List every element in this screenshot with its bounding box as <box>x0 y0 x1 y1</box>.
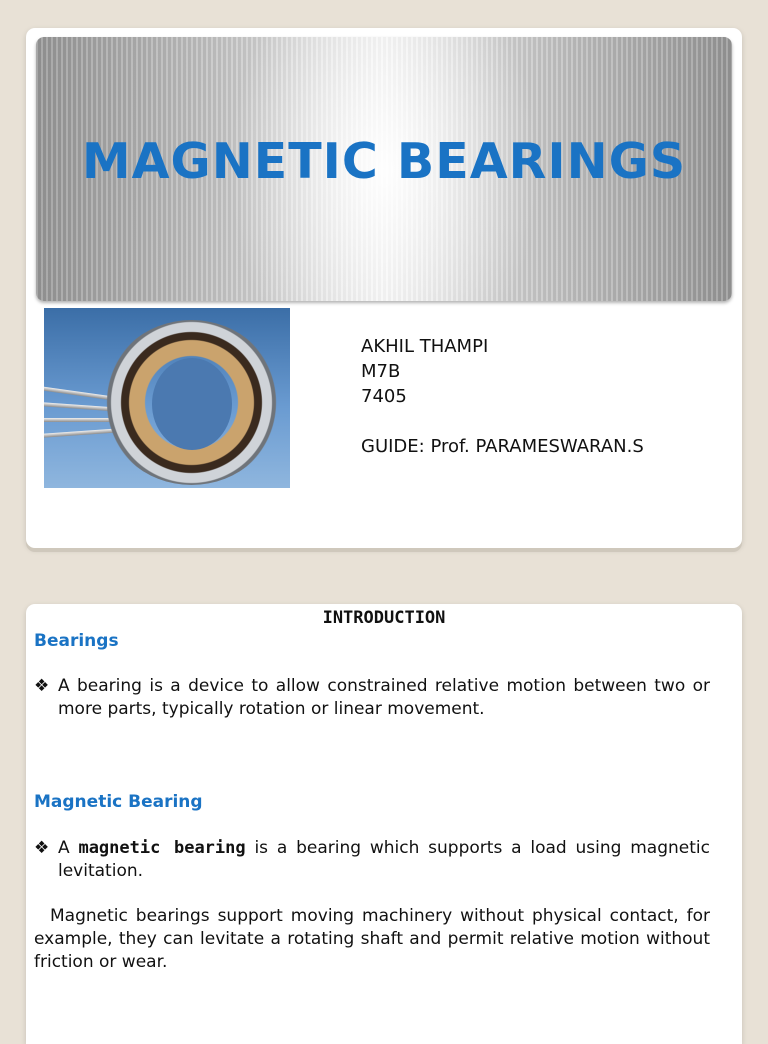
author-name: AKHIL THAMPI <box>361 336 489 357</box>
magnetic-bearing-photo <box>44 308 290 488</box>
intro-heading: INTRODUCTION <box>322 608 446 628</box>
guide-name: GUIDE: Prof. PARAMESWARAN.S <box>361 436 644 457</box>
magnetic-bearing-paragraph: Magnetic bearings support moving machinery without physical contact, for example, they can levitate a rotating shaft and permit relative motion without friction or wear. <box>34 906 710 972</box>
subheading-bearings: Bearings <box>34 631 119 651</box>
diamond-bullet-icon: ❖ <box>34 676 50 696</box>
title-slide <box>26 28 742 548</box>
bold-term: magnetic bearing <box>78 838 246 858</box>
bullet-text-pre: A <box>58 838 79 858</box>
author-info <box>361 334 644 459</box>
bullet-bearing-definition <box>34 675 710 721</box>
author-roll: 7405 <box>361 386 407 407</box>
introduction-slide <box>26 604 742 1044</box>
bullet-text <box>58 837 710 883</box>
slide-title: MAGNETIC BEARINGS <box>81 133 687 190</box>
bullet-magnetic-bearing-definition <box>34 837 710 883</box>
author-class: M7B <box>361 361 401 382</box>
subheading-magnetic-bearing: Magnetic Bearing <box>34 792 203 812</box>
bearing-bore <box>152 358 232 450</box>
bullet-text-post: is a bearing which supports a load using magnetic levitation. <box>58 838 710 881</box>
diamond-bullet-icon: ❖ <box>34 838 50 858</box>
title-banner <box>36 37 732 301</box>
bullet-text: A bearing is a device to allow constrained relative motion between two or more parts, typically rotation or linear movement. <box>58 676 710 719</box>
